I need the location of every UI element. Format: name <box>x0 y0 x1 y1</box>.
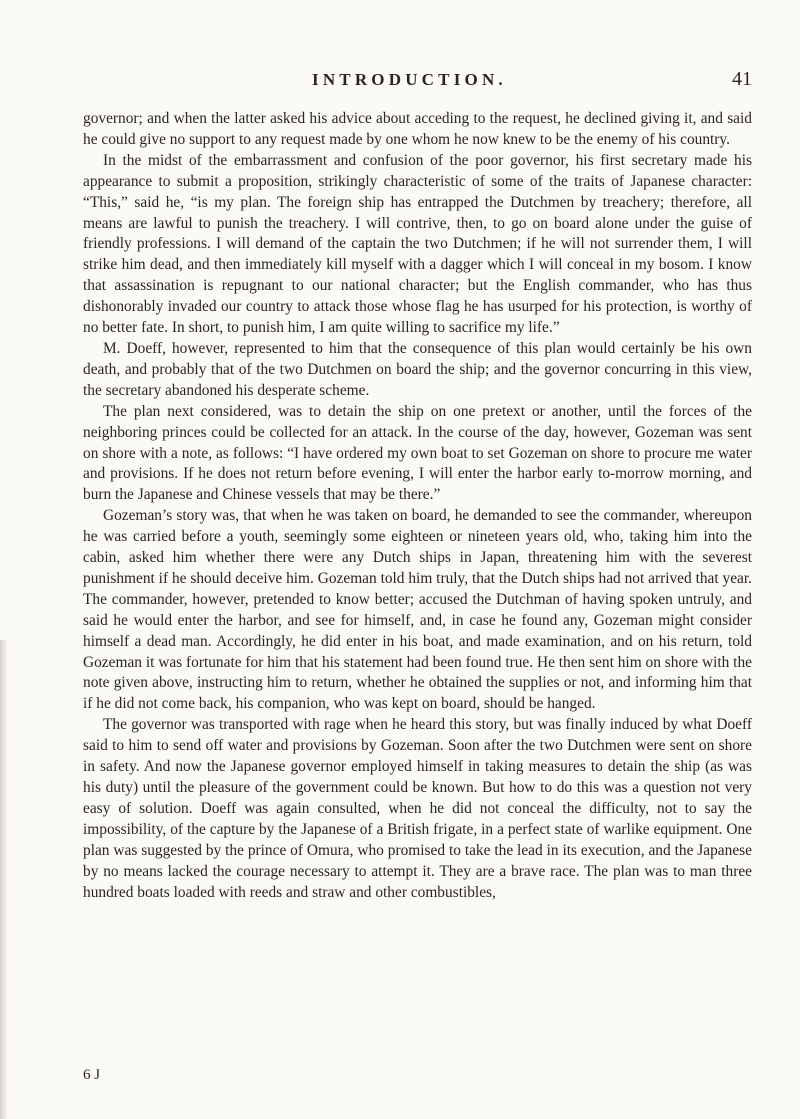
paragraph: Gozeman’s story was, that when he was taken on board, he demanded to see the commander, whereupon he was carried before a youth, seemingly some eighteen or nineteen years old, who, taking him into the cabin, asked him whether there were any Dutch ships in Japan, threatening him with the severest punishment if he should deceive him. Gozeman told him truly, that the Dutch ships had not arrived that year. The commander, however, pretended to know better; accused the Dutchman of having spoken untruly, and said he would enter the harbor, and see for himself, and, in case he found any, Gozeman might consider himself a dead man. Accordingly, he did enter in his boat, and made examination, and on his return, told Gozeman it was fortunate for him that his statement had been found true. He then sent him on shore with the note given above, instructing him to return, whether he obtained the supplies or not, and informing him that if he did not come back, his companion, who was kept on board, should be hanged. <box>83 507 752 713</box>
running-head: INTRODUCTION. <box>312 70 507 89</box>
body-text <box>83 109 752 903</box>
page-number: 41 <box>732 68 752 90</box>
paragraph: The governor was transported with rage when he heard this story, but was finally induced by what Doeff said to him to send off water and provisions by Gozeman. Soon after the two Dutchmen were sent on shore in safety. And now the Japanese governor employed himself in taking measures to detain the ship (as was his duty) until the pleasure of the government could be known. But how to do this was a question not very easy of solution. Doeff was again consulted, when he did not conceal the difficulty, not to say the impossibility, of the capture by the Japanese of a British frigate, in a perfect state of warlike equipment. One plan was suggested by the prince of Omura, who promised to take the lead in its execution, and the Japanese by no means lacked the courage necessary to attempt it. They are a brave race. The plan was to man three hundred boats loaded with reeds and straw and other combustibles, <box>83 716 752 901</box>
page-header <box>312 70 752 94</box>
paragraph: governor; and when the latter asked his advice about acceding to the request, he declined giving it, and said he could give no support to any request made by one whom he now knew to be the enemy of his country. <box>83 110 752 148</box>
paragraph: M. Doeff, however, represented to him that the consequence of this plan would certainly be his own death, and probably that of the two Dutchmen on board the ship; and the governor concurring in this view, the secretary abandoned his desperate scheme. <box>83 339 752 399</box>
paragraph: The plan next considered, was to detain the ship on one pretext or another, until the forces of the neighboring princes could be collected for an attack. In the course of the day, however, Gozeman was sent on shore with a note, as follows: “I have ordered my own boat to set Gozeman on shore to procure me water and provisions. If he does not return before evening, I will enter the harbor early to-morrow morning, and burn the Japanese and Chinese vessels that may be there.” <box>83 402 752 504</box>
paragraph: In the midst of the embarrassment and confusion of the poor governor, his first secretary made his appearance to submit a proposition, strikingly characteristic of some of the traits of Japanese character: “This,” said he, “is my plan. The foreign ship has entrapped the Dutchmen by treachery; therefore, all means are lawful to punish the treachery. I will contrive, then, to go on board alone under the guise of friendly professions. I will demand of the captain the two Dutchmen; if he will not surrender them, I will strike him dead, and then immediately kill myself with a dagger which I will conceal in my bosom. I know that assassination is repugnant to our national character; but the English commander, who has thus dishonorably invaded our country to attack those whose flag he has usurped for his protection, is worthy of no better fate. In short, to punish him, I am quite willing to sacrifice my life.” <box>83 151 752 337</box>
printer-signature: 6 J <box>83 1067 101 1083</box>
binding-shadow <box>0 640 8 1119</box>
